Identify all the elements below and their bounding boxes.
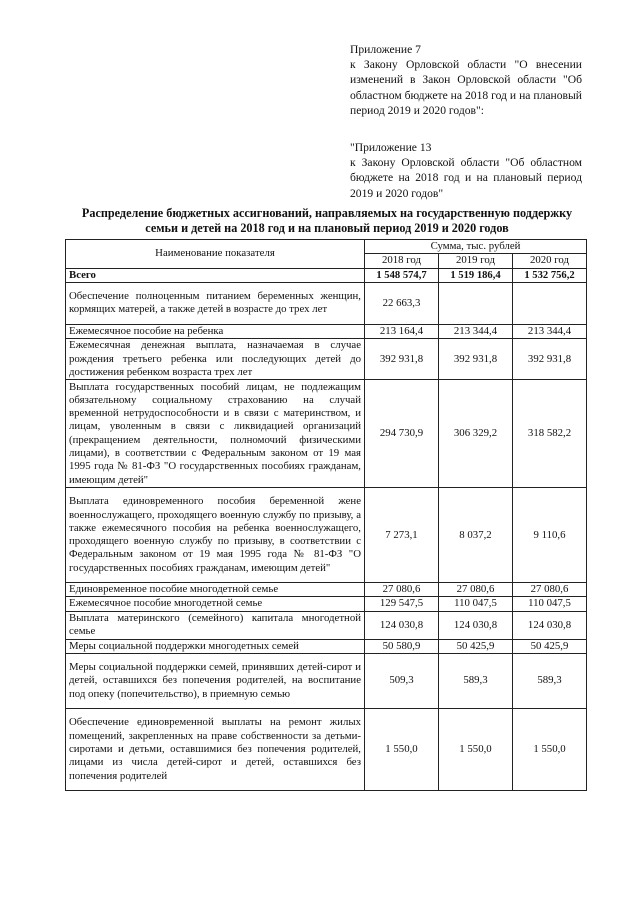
value-2018: 50 580,9 bbox=[365, 639, 439, 653]
value-2020: 1 550,0 bbox=[513, 709, 587, 791]
row-name: Меры социальной поддержки многодетных семей bbox=[66, 639, 365, 653]
value-2019: 1 519 186,4 bbox=[439, 268, 513, 282]
annex-7-text: к Закону Орловской области "О внесении изменений в Закон Орловской области "Об областном бюджете на 2018 год и на плановый период 2019 и 2020 годов": bbox=[350, 58, 582, 117]
value-2018: 392 931,8 bbox=[365, 339, 439, 380]
table-row bbox=[66, 654, 587, 709]
value-2019: 392 931,8 bbox=[439, 339, 513, 380]
table-row bbox=[66, 709, 587, 791]
table-row bbox=[66, 282, 587, 324]
value-2020: 27 080,6 bbox=[513, 583, 587, 597]
value-2019: 50 425,9 bbox=[439, 639, 513, 653]
table-row bbox=[66, 597, 587, 611]
annex-13-text: к Закону Орловской области "Об областном бюджете на 2018 год и на плановый период 2019 и 2020 годов" bbox=[350, 156, 582, 200]
annex-7-reference bbox=[350, 42, 582, 118]
row-name: Единовременное пособие многодетной семье bbox=[66, 583, 365, 597]
annex-13-title: "Приложение 13 bbox=[350, 141, 432, 154]
value-2020: 392 931,8 bbox=[513, 339, 587, 380]
value-2020: 213 344,4 bbox=[513, 324, 587, 338]
row-name: Ежемесячное пособие многодетной семье bbox=[66, 597, 365, 611]
table-row bbox=[66, 488, 587, 583]
value-2020: 50 425,9 bbox=[513, 639, 587, 653]
annex-7-title: Приложение 7 bbox=[350, 43, 421, 56]
row-name: Меры социальной поддержки семей, принявших детей-сирот и детей, оставшихся без попечения родителей, на воспитание под опеку (попечительство), в приемную семью bbox=[66, 654, 365, 709]
value-2018: 213 164,4 bbox=[365, 324, 439, 338]
value-2019: 589,3 bbox=[439, 654, 513, 709]
annex-13-reference bbox=[350, 140, 582, 201]
value-2020: 318 582,2 bbox=[513, 380, 587, 488]
row-name: Обеспечение единовременной выплаты на ремонт жилых помещений, закрепленных на праве собственности за детьми-сиротами и детьми, оставшимися без попечения родителей, лицами из числа детей-сирот и детей, оставшихся без попечения родителей bbox=[66, 709, 365, 791]
row-name: Всего bbox=[66, 268, 365, 282]
table-row bbox=[66, 583, 587, 597]
table-row bbox=[66, 639, 587, 653]
row-name: Выплата материнского (семейного) капитала многодетной семье bbox=[66, 611, 365, 639]
column-header-2018: 2018 год bbox=[365, 254, 439, 268]
value-2018: 22 663,3 bbox=[365, 282, 439, 324]
value-2019: 27 080,6 bbox=[439, 583, 513, 597]
value-2019: 110 047,5 bbox=[439, 597, 513, 611]
row-name: Обеспечение полноценным питанием беременных женщин, кормящих матерей, а также детей в возрасте до трех лет bbox=[66, 282, 365, 324]
table-row bbox=[66, 339, 587, 380]
value-2020: 124 030,8 bbox=[513, 611, 587, 639]
value-2019: 213 344,4 bbox=[439, 324, 513, 338]
value-2018: 509,3 bbox=[365, 654, 439, 709]
row-name: Выплата государственных пособий лицам, не подлежащим обязательному социальному страхованию на случай временной нетрудоспособности и в связи с материнством, и лицам, уволенным в связи с ликвидацией организаций (прекращением деятельности, полномочий физическими лицами), в соответствии с Федеральным законом от 19 мая 1995 года № 81-ФЗ "О государственных пособиях гражданам, имеющим детей" bbox=[66, 380, 365, 488]
value-2020: 1 532 756,2 bbox=[513, 268, 587, 282]
column-header-2019: 2019 год bbox=[439, 254, 513, 268]
value-2020 bbox=[513, 282, 587, 324]
document-heading: Распределение бюджетных ассигнований, направляемых на государственную поддержку семьи и детей на 2018 год и на плановый период 2019 и 2020 годов bbox=[81, 206, 573, 236]
value-2018: 27 080,6 bbox=[365, 583, 439, 597]
value-2020: 9 110,6 bbox=[513, 488, 587, 583]
row-name: Ежемесячная денежная выплата, назначаемая в случае рождения третьего ребенка или последующих детей до достижения ребенком возраста трех лет bbox=[66, 339, 365, 380]
value-2018: 294 730,9 bbox=[365, 380, 439, 488]
value-2019: 124 030,8 bbox=[439, 611, 513, 639]
value-2018: 129 547,5 bbox=[365, 597, 439, 611]
table-row bbox=[66, 380, 587, 488]
value-2018: 124 030,8 bbox=[365, 611, 439, 639]
value-2019 bbox=[439, 282, 513, 324]
value-2019: 8 037,2 bbox=[439, 488, 513, 583]
budget-table bbox=[65, 239, 587, 791]
table-row-total bbox=[66, 268, 587, 282]
row-name: Ежемесячное пособие на ребенка bbox=[66, 324, 365, 338]
value-2019: 1 550,0 bbox=[439, 709, 513, 791]
value-2020: 110 047,5 bbox=[513, 597, 587, 611]
table-row bbox=[66, 324, 587, 338]
value-2018: 1 548 574,7 bbox=[365, 268, 439, 282]
column-header-name: Наименование показателя bbox=[66, 240, 365, 269]
column-header-sum: Сумма, тыс. рублей bbox=[365, 240, 587, 254]
column-header-2020: 2020 год bbox=[513, 254, 587, 268]
value-2018: 1 550,0 bbox=[365, 709, 439, 791]
row-name: Выплата единовременного пособия беременной жене военнослужащего, проходящего военную службу по призыву, а также ежемесячного пособия на ребенка военнослужащего, проходящего военную службу по призыву, в соответствии с Федеральным законом от 19 мая 1995 года № 81-ФЗ "О государственных пособиях гражданам, имеющим детей" bbox=[66, 488, 365, 583]
value-2020: 589,3 bbox=[513, 654, 587, 709]
value-2019: 306 329,2 bbox=[439, 380, 513, 488]
value-2018: 7 273,1 bbox=[365, 488, 439, 583]
table-row bbox=[66, 611, 587, 639]
